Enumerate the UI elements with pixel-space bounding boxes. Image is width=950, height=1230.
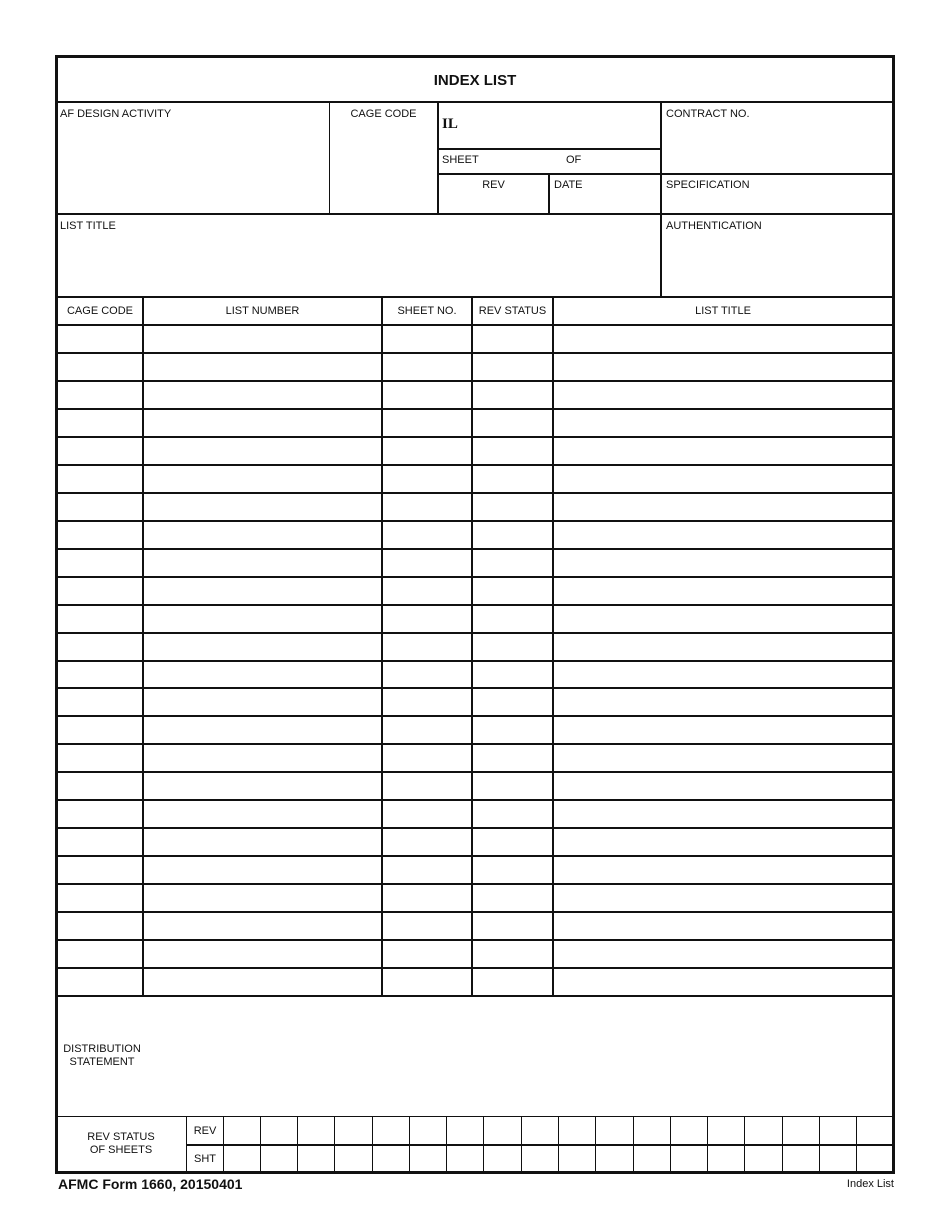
- cell-list-title[interactable]: [554, 662, 892, 688]
- column-header-cage-code: CAGE CODE: [66, 305, 133, 317]
- sheet-number-field[interactable]: [480, 150, 560, 172]
- sht-cell[interactable]: [485, 1146, 520, 1172]
- cell-list-number[interactable]: [143, 410, 381, 436]
- sht-row-label: SHT: [194, 1152, 216, 1165]
- rev-cell[interactable]: [746, 1118, 781, 1144]
- rev-cell[interactable]: [560, 1118, 595, 1144]
- rev-cell[interactable]: [299, 1118, 334, 1144]
- sht-cell[interactable]: [597, 1146, 632, 1172]
- cell-sheet-no[interactable]: [383, 885, 471, 911]
- cell-cage-code[interactable]: [57, 382, 142, 408]
- cell-list-number[interactable]: [143, 969, 381, 995]
- rev-field[interactable]: [439, 193, 547, 212]
- cell-list-number[interactable]: [143, 494, 381, 520]
- rev-cell[interactable]: [448, 1118, 483, 1144]
- sht-cell[interactable]: [410, 1146, 445, 1172]
- cell-rev-status[interactable]: [473, 354, 552, 380]
- cell-sheet-no[interactable]: [383, 578, 471, 604]
- form-title: INDEX LIST: [433, 71, 517, 89]
- cell-sheet-no[interactable]: [383, 969, 471, 995]
- cell-list-title[interactable]: [554, 382, 892, 408]
- cell-list-title[interactable]: [554, 326, 892, 352]
- distribution-statement-line2: STATEMENT: [69, 1056, 135, 1068]
- divider: [381, 297, 383, 996]
- cell-sheet-no[interactable]: [383, 913, 471, 939]
- divider: [57, 101, 894, 103]
- distribution-statement-line1: DISTRIBUTION: [63, 1043, 141, 1055]
- cell-cage-code[interactable]: [57, 662, 142, 688]
- cell-rev-status[interactable]: [473, 522, 552, 548]
- cell-rev-status[interactable]: [473, 941, 552, 967]
- cell-list-title[interactable]: [554, 773, 892, 799]
- cell-sheet-no[interactable]: [383, 410, 471, 436]
- cell-cage-code[interactable]: [57, 326, 142, 352]
- cell-sheet-no[interactable]: [383, 941, 471, 967]
- rev-cell[interactable]: [709, 1118, 744, 1144]
- cell-list-title[interactable]: [554, 438, 892, 464]
- cell-rev-status[interactable]: [473, 578, 552, 604]
- cell-list-title[interactable]: [554, 578, 892, 604]
- cell-list-number[interactable]: [143, 634, 381, 660]
- cell-list-number[interactable]: [143, 717, 381, 743]
- divider: [437, 173, 894, 175]
- cell-list-title[interactable]: [554, 466, 892, 492]
- cell-list-number[interactable]: [143, 354, 381, 380]
- rev-cell[interactable]: [410, 1118, 445, 1144]
- cage-code-field[interactable]: [331, 122, 436, 212]
- column-header-list-title: LIST TITLE: [695, 305, 751, 317]
- cell-list-number[interactable]: [143, 326, 381, 352]
- rev-cell[interactable]: [820, 1118, 855, 1144]
- sht-cell[interactable]: [224, 1146, 259, 1172]
- cell-cage-code[interactable]: [57, 438, 142, 464]
- cell-sheet-no[interactable]: [383, 494, 471, 520]
- contract-no-field[interactable]: [663, 122, 892, 172]
- cell-rev-status[interactable]: [473, 410, 552, 436]
- document-type-label: Index List: [846, 1178, 894, 1190]
- cell-list-number[interactable]: [143, 689, 381, 715]
- rev-status-line2: OF SHEETS: [89, 1144, 153, 1156]
- authentication-label: AUTHENTICATION: [666, 220, 762, 232]
- cell-list-title[interactable]: [554, 550, 892, 576]
- rev-row-label: REV: [193, 1124, 217, 1137]
- cell-sheet-no[interactable]: [383, 382, 471, 408]
- authentication-field[interactable]: [663, 234, 892, 296]
- cell-list-number[interactable]: [143, 857, 381, 883]
- sht-cell[interactable]: [858, 1146, 893, 1172]
- cell-cage-code[interactable]: [57, 634, 142, 660]
- specification-label: SPECIFICATION: [666, 179, 750, 191]
- sht-cell[interactable]: [261, 1146, 296, 1172]
- divider: [552, 297, 554, 996]
- cell-list-title[interactable]: [554, 522, 892, 548]
- cell-cage-code[interactable]: [57, 466, 142, 492]
- cell-rev-status[interactable]: [473, 662, 552, 688]
- sht-cell[interactable]: [373, 1146, 408, 1172]
- cell-rev-status[interactable]: [473, 634, 552, 660]
- cell-sheet-no[interactable]: [383, 606, 471, 632]
- cell-sheet-no[interactable]: [383, 857, 471, 883]
- cell-rev-status[interactable]: [473, 689, 552, 715]
- document-prefix: IL: [442, 116, 458, 132]
- sheet-label: SHEET: [442, 154, 479, 166]
- cell-sheet-no[interactable]: [383, 550, 471, 576]
- af-design-activity-label: AF DESIGN ACTIVITY: [60, 108, 172, 120]
- cell-list-title[interactable]: [554, 941, 892, 967]
- cell-list-number[interactable]: [143, 773, 381, 799]
- cell-cage-code[interactable]: [57, 885, 142, 911]
- cell-cage-code[interactable]: [57, 578, 142, 604]
- rev-cell[interactable]: [522, 1118, 557, 1144]
- cell-list-number[interactable]: [143, 662, 381, 688]
- cell-sheet-no[interactable]: [383, 466, 471, 492]
- cell-sheet-no[interactable]: [383, 354, 471, 380]
- rev-status-line1: REV STATUS: [87, 1131, 155, 1143]
- cell-list-title[interactable]: [554, 829, 892, 855]
- cell-list-title[interactable]: [554, 689, 892, 715]
- document-number-field[interactable]: [462, 104, 658, 147]
- of-label: OF: [566, 154, 582, 166]
- cell-list-number[interactable]: [143, 382, 381, 408]
- cell-cage-code[interactable]: [57, 913, 142, 939]
- column-header-rev-status: REV STATUS: [478, 305, 547, 317]
- sht-cell[interactable]: [783, 1146, 818, 1172]
- cell-cage-code[interactable]: [57, 717, 142, 743]
- cell-list-number[interactable]: [143, 941, 381, 967]
- column-header-sheet-no: SHEET NO.: [397, 305, 457, 317]
- specification-field[interactable]: [663, 193, 892, 212]
- af-design-activity-field[interactable]: [58, 122, 328, 212]
- cell-sheet-no[interactable]: [383, 662, 471, 688]
- cell-list-title[interactable]: [554, 354, 892, 380]
- form-identifier: AFMC Form 1660, 20150401: [58, 1176, 243, 1192]
- sht-cell[interactable]: [448, 1146, 483, 1172]
- rev-cell[interactable]: [634, 1118, 669, 1144]
- sht-cell[interactable]: [634, 1146, 669, 1172]
- divider: [57, 213, 894, 215]
- cell-rev-status[interactable]: [473, 494, 552, 520]
- cell-list-title[interactable]: [554, 801, 892, 827]
- cell-cage-code[interactable]: [57, 773, 142, 799]
- cell-cage-code[interactable]: [57, 829, 142, 855]
- rev-cell[interactable]: [224, 1118, 259, 1144]
- cell-rev-status[interactable]: [473, 829, 552, 855]
- cell-cage-code[interactable]: [57, 941, 142, 967]
- cell-list-number[interactable]: [143, 801, 381, 827]
- cell-cage-code[interactable]: [57, 550, 142, 576]
- contract-no-label: CONTRACT NO.: [666, 108, 750, 120]
- divider: [142, 297, 144, 996]
- cell-list-title[interactable]: [554, 913, 892, 939]
- divider: [57, 995, 894, 997]
- rev-cell[interactable]: [485, 1118, 520, 1144]
- cell-sheet-no[interactable]: [383, 438, 471, 464]
- cell-rev-status[interactable]: [473, 717, 552, 743]
- cell-list-title[interactable]: [554, 969, 892, 995]
- cell-sheet-no[interactable]: [383, 717, 471, 743]
- rev-label: REV: [482, 179, 505, 191]
- cell-list-title[interactable]: [554, 885, 892, 911]
- cell-sheet-no[interactable]: [383, 522, 471, 548]
- cell-sheet-no[interactable]: [383, 773, 471, 799]
- sht-cell[interactable]: [560, 1146, 595, 1172]
- cell-list-number[interactable]: [143, 522, 381, 548]
- cell-cage-code[interactable]: [57, 494, 142, 520]
- cell-list-number[interactable]: [143, 745, 381, 771]
- cell-sheet-no[interactable]: [383, 745, 471, 771]
- rev-cell[interactable]: [336, 1118, 371, 1144]
- cell-list-number[interactable]: [143, 606, 381, 632]
- cell-list-number[interactable]: [143, 578, 381, 604]
- cell-rev-status[interactable]: [473, 773, 552, 799]
- sht-cell[interactable]: [671, 1146, 706, 1172]
- list-title-label: LIST TITLE: [60, 220, 116, 232]
- cell-sheet-no[interactable]: [383, 689, 471, 715]
- divider: [471, 297, 473, 996]
- sht-cell[interactable]: [820, 1146, 855, 1172]
- cell-list-number[interactable]: [143, 885, 381, 911]
- cell-rev-status[interactable]: [473, 438, 552, 464]
- cell-rev-status[interactable]: [473, 382, 552, 408]
- rev-cell[interactable]: [783, 1118, 818, 1144]
- list-title-field[interactable]: [58, 234, 658, 296]
- cell-cage-code[interactable]: [57, 857, 142, 883]
- cell-list-number[interactable]: [143, 913, 381, 939]
- cell-cage-code[interactable]: [57, 801, 142, 827]
- sht-cell[interactable]: [336, 1146, 371, 1172]
- cell-sheet-no[interactable]: [383, 326, 471, 352]
- date-label: DATE: [554, 179, 583, 191]
- cell-list-title[interactable]: [554, 745, 892, 771]
- cell-rev-status[interactable]: [473, 801, 552, 827]
- cage-code-label: CAGE CODE: [350, 108, 417, 120]
- cell-rev-status[interactable]: [473, 606, 552, 632]
- cell-cage-code[interactable]: [57, 410, 142, 436]
- cell-cage-code[interactable]: [57, 745, 142, 771]
- cell-rev-status[interactable]: [473, 550, 552, 576]
- rev-cell[interactable]: [373, 1118, 408, 1144]
- cell-cage-code[interactable]: [57, 522, 142, 548]
- sht-cell[interactable]: [522, 1146, 557, 1172]
- sht-cell[interactable]: [709, 1146, 744, 1172]
- rev-status-of-sheets-label: [58, 1131, 184, 1157]
- sht-cell[interactable]: [299, 1146, 334, 1172]
- cell-list-title[interactable]: [554, 606, 892, 632]
- distribution-statement-label: [58, 1043, 146, 1069]
- cell-list-number[interactable]: [143, 829, 381, 855]
- cell-rev-status[interactable]: [473, 885, 552, 911]
- divider: [57, 1116, 894, 1117]
- cell-rev-status[interactable]: [473, 857, 552, 883]
- cell-sheet-no[interactable]: [383, 801, 471, 827]
- cell-list-title[interactable]: [554, 857, 892, 883]
- rev-cell[interactable]: [858, 1118, 893, 1144]
- cell-rev-status[interactable]: [473, 745, 552, 771]
- cell-sheet-no[interactable]: [383, 829, 471, 855]
- column-header-list-number: LIST NUMBER: [225, 305, 300, 317]
- divider: [660, 102, 662, 297]
- cell-rev-status[interactable]: [473, 326, 552, 352]
- rev-cell[interactable]: [261, 1118, 296, 1144]
- cell-cage-code[interactable]: [57, 606, 142, 632]
- divider: [548, 173, 550, 214]
- rev-cell[interactable]: [597, 1118, 632, 1144]
- cell-list-title[interactable]: [554, 634, 892, 660]
- cell-list-number[interactable]: [143, 438, 381, 464]
- distribution-statement-field[interactable]: [150, 998, 892, 1116]
- cell-rev-status[interactable]: [473, 969, 552, 995]
- cell-cage-code[interactable]: [57, 354, 142, 380]
- cell-cage-code[interactable]: [57, 689, 142, 715]
- cell-cage-code[interactable]: [57, 969, 142, 995]
- cell-list-title[interactable]: [554, 717, 892, 743]
- cell-rev-status[interactable]: [473, 466, 552, 492]
- rev-cell[interactable]: [671, 1118, 706, 1144]
- cell-list-number[interactable]: [143, 550, 381, 576]
- cell-sheet-no[interactable]: [383, 634, 471, 660]
- cell-list-title[interactable]: [554, 494, 892, 520]
- cell-list-number[interactable]: [143, 466, 381, 492]
- sht-cell[interactable]: [746, 1146, 781, 1172]
- cell-list-title[interactable]: [554, 410, 892, 436]
- date-field[interactable]: [551, 193, 659, 212]
- total-sheets-field[interactable]: [585, 150, 659, 172]
- cell-rev-status[interactable]: [473, 913, 552, 939]
